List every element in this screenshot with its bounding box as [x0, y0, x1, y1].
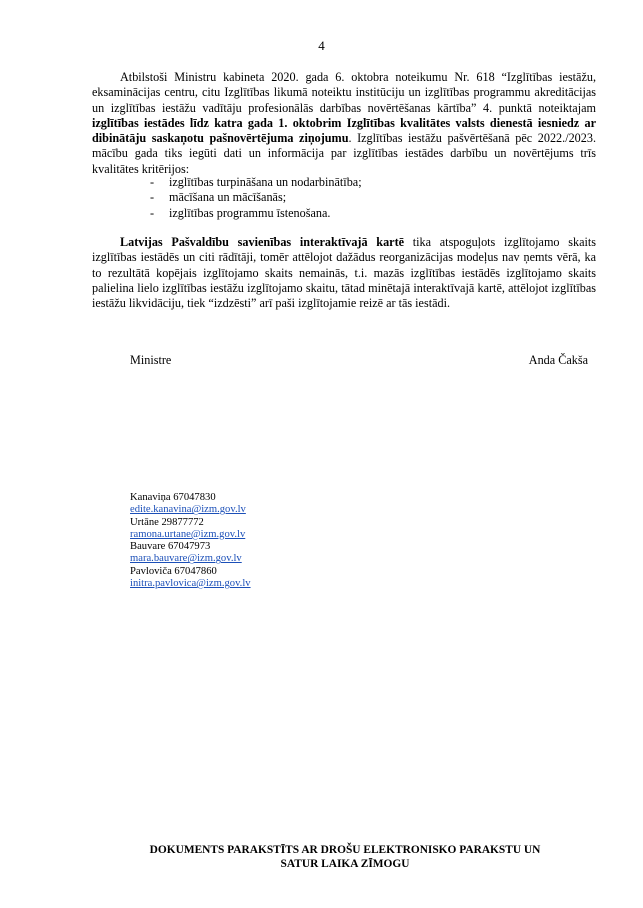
footer-line-1: DOKUMENTS PARAKSTĪTS AR DROŠU ELEKTRONISKO PARAKSTU UN — [149, 844, 541, 856]
paragraph1-text-a: Atbilstoši Ministru kabineta 2020. gada 6. oktobra noteikumu Nr. 618 “Izglītības iestāžu, eksaminācijas centru, citu Izglītības likumā noteiktu institūciju un izglītības programmu akreditācijas un izglītības iestāžu vadītāju profesionālās darbības novērtēšanas kārtība” 4. punktā noteiktajam — [92, 70, 596, 115]
contacts-block — [130, 492, 251, 590]
paragraph-interactive-map — [92, 235, 596, 311]
criteria-item: - izglītības programmu īstenošana. — [150, 206, 362, 221]
contact-name: Bauvare 67047973 — [130, 541, 211, 553]
criteria-item: - mācīšana un mācīšanās; — [150, 190, 362, 205]
contact-email-link[interactable]: mara.bauvare@izm.gov.lv — [130, 553, 242, 565]
signature-title: Ministre — [130, 353, 172, 367]
contact-email-link[interactable]: ramona.urtane@izm.gov.lv — [130, 528, 246, 540]
signature-block — [130, 353, 588, 368]
contact-email-link[interactable]: edite.kanavina@izm.gov.lv — [130, 504, 246, 516]
paragraph2-bold-map: Latvijas Pašvaldību savienības interaktīvajā kartē — [120, 235, 405, 249]
signature-name: Anda Čakša — [528, 353, 588, 367]
paragraph1-bold-requirement: izglītības iestādes līdz katra gada 1. oktobrim Izglītības kvalitātes valsts dienestā iesniedz ar dibinātāju saskaņotu pašnovērtējuma ziņojumu — [92, 115, 596, 146]
page-number: 4 — [318, 38, 325, 53]
criteria-item: - izglītības turpināšana un nodarbinātība; — [150, 175, 362, 190]
criteria-list — [150, 175, 362, 221]
contact-name: Kanaviņa 67047830 — [130, 492, 216, 503]
paragraph2-text: tika atspoguļots izglītojamo skaits izglītības iestādēs un citi rādītāji, tomēr attēlojot dažādus reorganizācijas modeļus nav ņemts vērā, ka to rezultātā kopējais izglītojamo skaits nemainās, t.i. mazās izglītības iestādēs izglītojamo skaits palielina lielo izglītības iestāžu izglītojamo skaitu, tātad minētajā interaktīvajā kartē, attēlojot izglītības iestāžu likvidāciju, tiek “izdzēsti” arī paši izglītojamie reizē ar tās iestādi. — [92, 235, 596, 311]
contact-email-link[interactable]: initra.pavlovica@izm.gov.lv — [130, 578, 251, 590]
contact-name: Urtāne 29877772 — [130, 516, 204, 528]
contact-name: Pavloviča 67047860 — [130, 565, 217, 577]
electronic-signature-notice — [100, 843, 590, 871]
footer-line-2: SATUR LAIKA ZĪMOGU — [280, 858, 410, 870]
paragraph-accreditation-rules — [92, 70, 596, 177]
paragraph1-text-b: . Izglītības iestāžu pašvērtēšanā pēc 2022./2023. mācību gada tiks iegūti dati un informācija par izglītības iestādes darbību un novērtējums trīs kvalitātes kritērijos: — [92, 131, 596, 176]
